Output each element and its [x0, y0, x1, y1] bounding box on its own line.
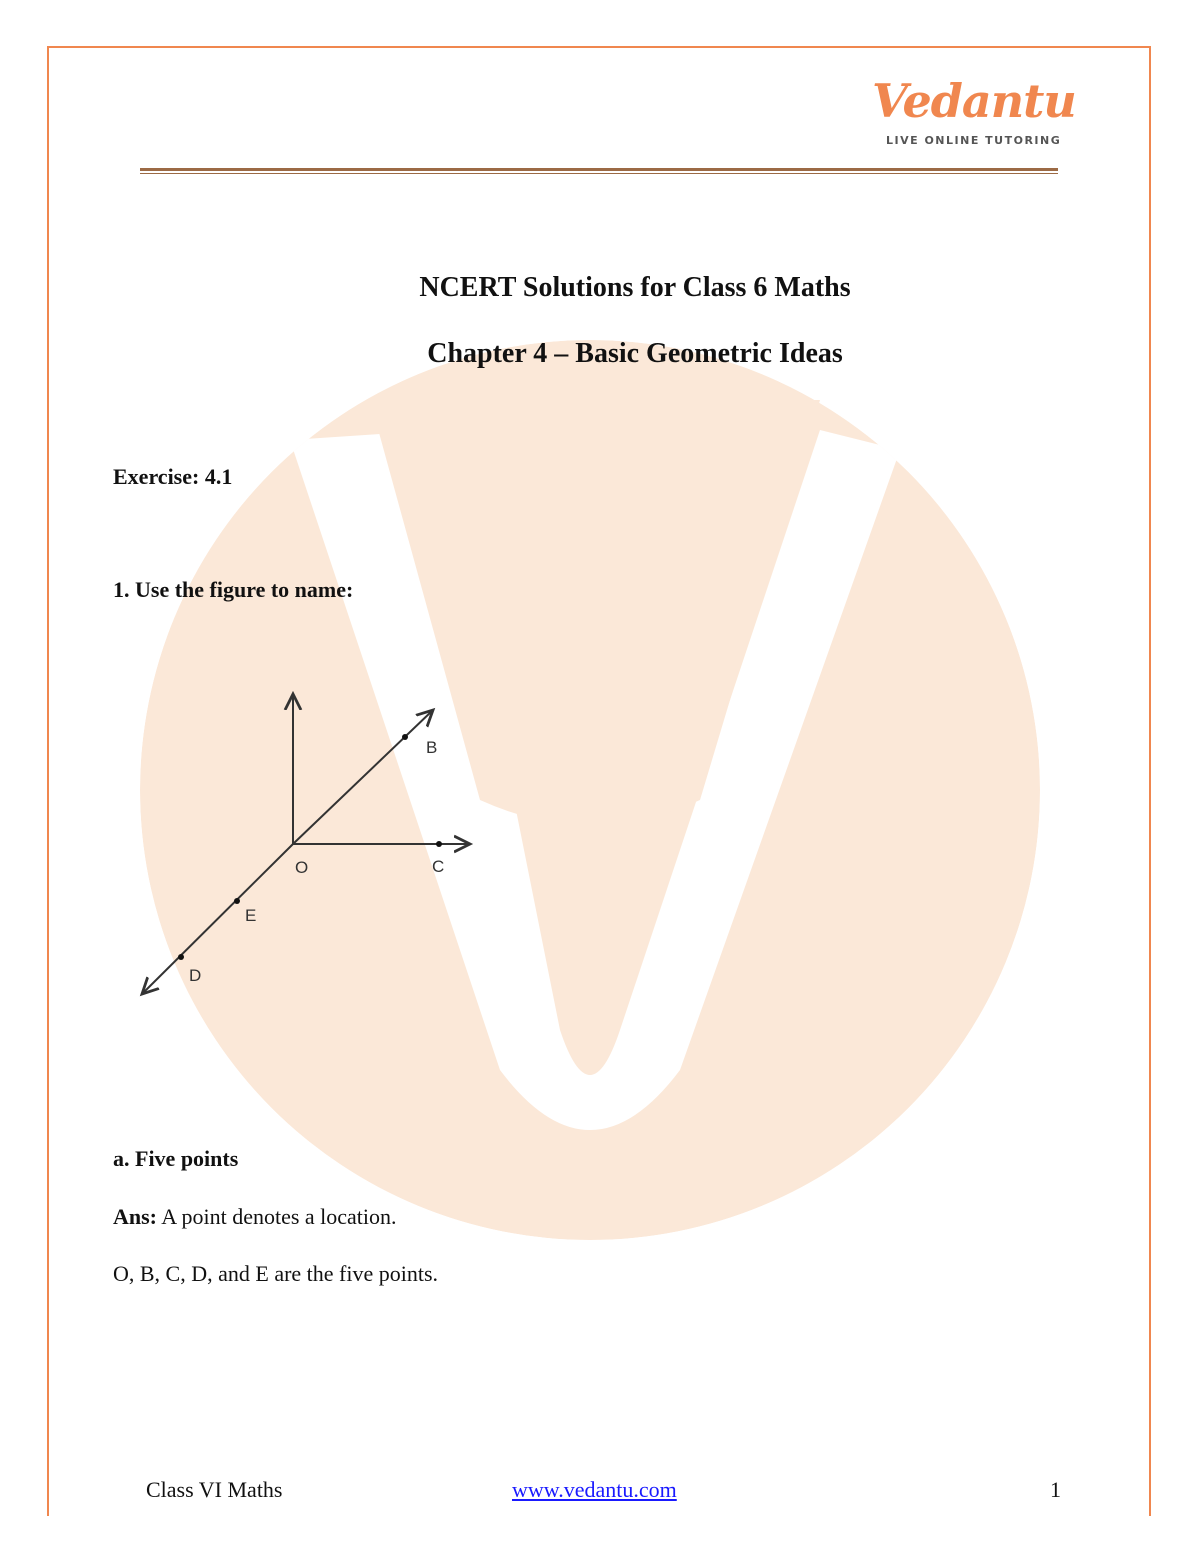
ray-od — [142, 844, 293, 994]
footer-class-label: Class VI Maths — [146, 1477, 283, 1502]
exercise-heading: Exercise: 4.1 — [113, 464, 233, 489]
label-b: B — [426, 738, 438, 757]
label-c: C — [432, 857, 445, 876]
part-a-heading: a. Five points — [113, 1146, 239, 1171]
label-e: E — [245, 906, 257, 925]
header-rule — [140, 168, 1058, 171]
question-text: 1. Use the figure to name: — [113, 577, 354, 602]
point-b — [402, 734, 408, 740]
answer-line — [113, 1204, 397, 1230]
ray-ob — [293, 710, 433, 844]
label-d: D — [189, 966, 202, 985]
answer-label: Ans: — [113, 1204, 158, 1229]
answer-text: A point denotes a location. — [157, 1204, 397, 1229]
vedantu-logo — [872, 74, 1076, 150]
logo-tagline: LIVE ONLINE TUTORING — [886, 134, 1062, 147]
header-rule-thin — [140, 173, 1058, 174]
footer-website-link[interactable]: www.vedantu.com — [512, 1477, 677, 1502]
document-title: NCERT Solutions for Class 6 Maths — [419, 272, 851, 303]
label-o: O — [295, 858, 309, 877]
logo-wordmark: Vedantu — [872, 74, 1076, 128]
page-number: 1 — [1050, 1477, 1061, 1502]
point-c — [436, 841, 442, 847]
point-e — [234, 898, 240, 904]
geometry-figure — [130, 680, 490, 1000]
answer-line-2: O, B, C, D, and E are the five points. — [113, 1261, 439, 1286]
point-d — [178, 954, 184, 960]
chapter-title: Chapter 4 – Basic Geometric Ideas — [427, 338, 843, 369]
